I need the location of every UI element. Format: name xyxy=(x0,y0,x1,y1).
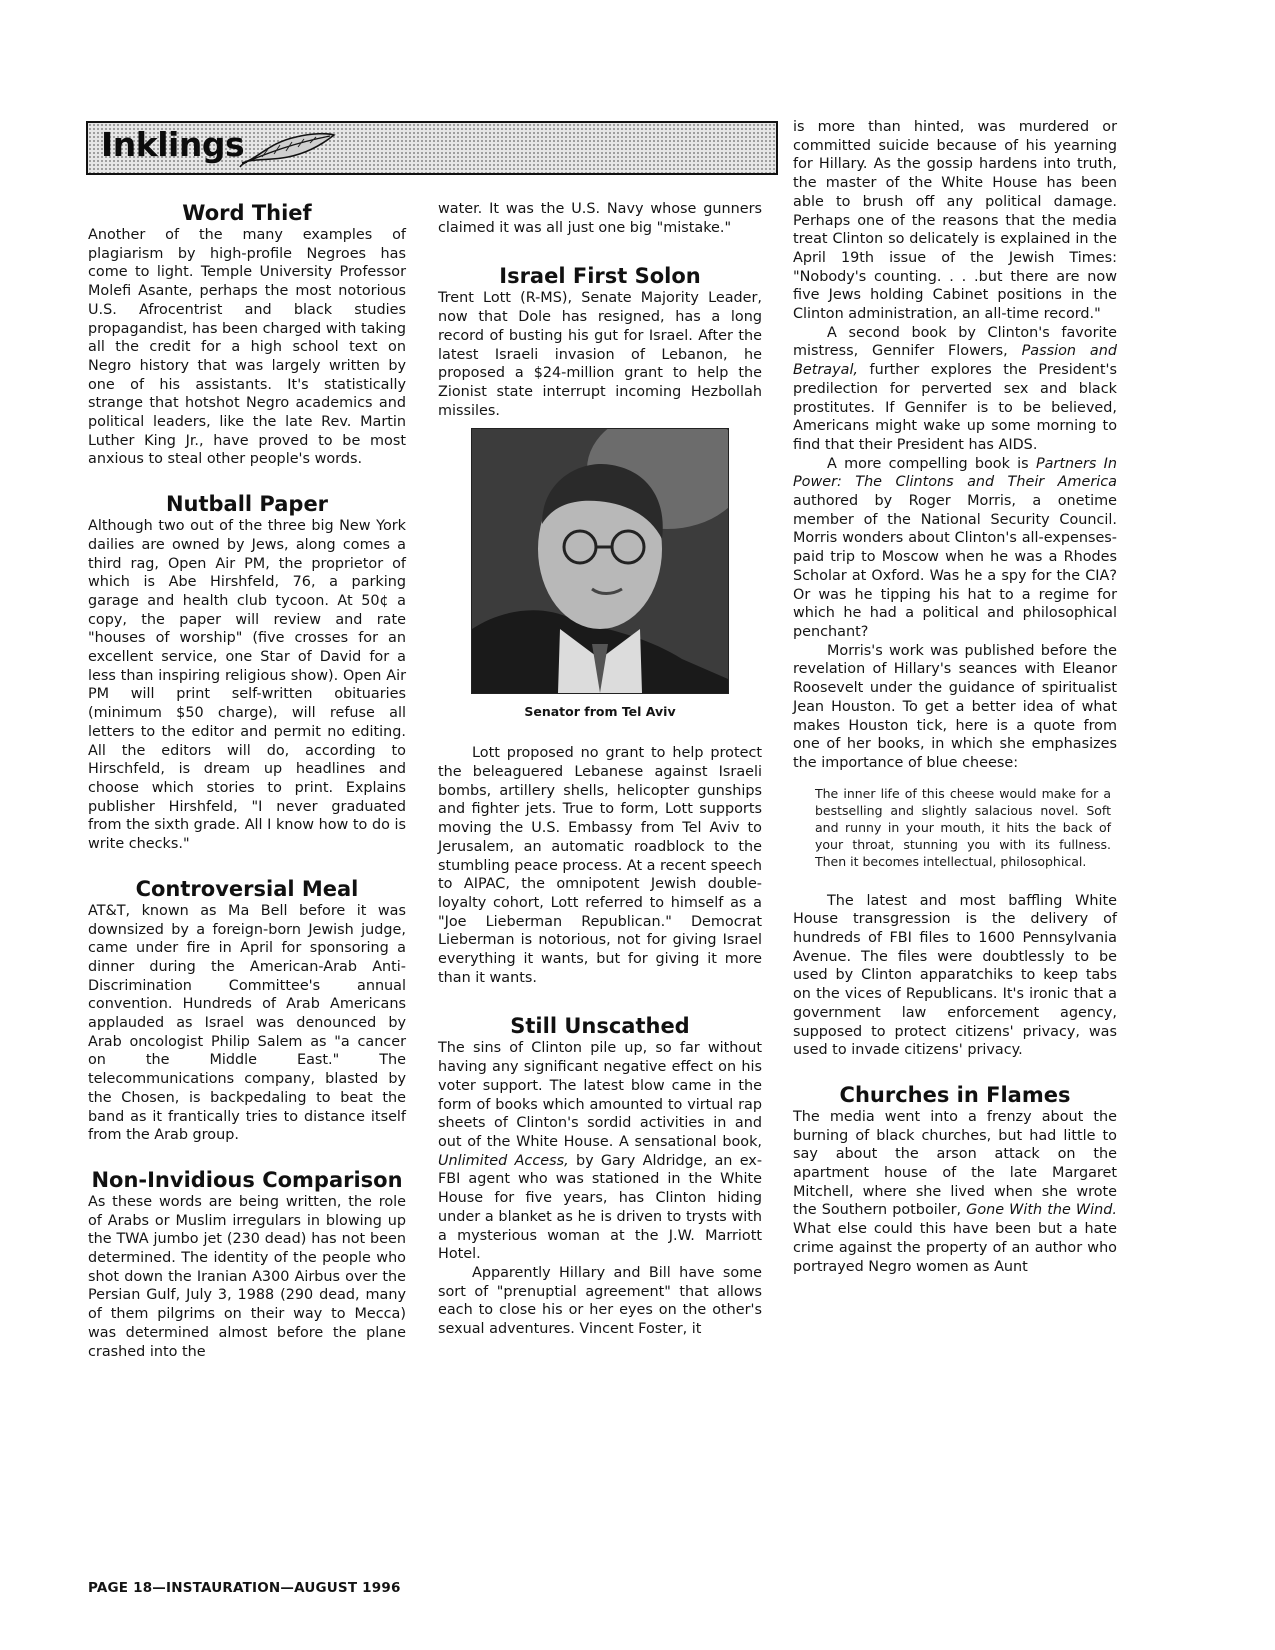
article-israel-first-solon-cont: Lott proposed no grant to help protect the beleaguered Lebanese against Israeli bombs, artillery shells, helicopter gunships and fighter jets. True to form, Lott supports moving the U.S. Embassy from Tel Aviv to Jerusalem, an automatic roadblock to the stumbling peace process. At a recent speech to AIPAC, the omnipotent Jewish double-loyalty cohort, Lott referred to himself as a "Joe Lieberman Republican." Democrat Lieberman is notorious, not for giving Israel everything it wants, but for giving it more than it wants. xyxy=(438,745,762,986)
portrait-photo xyxy=(471,428,729,694)
paragraph-morris: A more compelling book is Partners In Power: The Clintons and Their America authored by Roger Morris, a onetime member of the National Security Council. Morris wonders about Clinton's all-expenses-paid trip to Moscow when he was a Rhodes Scholar at Oxford. Was he a spy for the CIA? Or was he tipping his hat to a regime for which he had a political and philosophical penchant? xyxy=(793,455,1117,640)
block-quote: The inner life of this cheese would make for a bestselling and slightly salacious novel. Soft and runny in your mouth, it hits the back of your throat, stunning you with its fullness. Then it becomes intellectual, philosophical. xyxy=(815,785,1111,869)
heading-churches-in-flames: Churches in Flames xyxy=(839,1082,1071,1107)
paragraph-fbi-files: The latest and most baffling White House transgression is the delivery of hundreds of FBI files to 1600 Pennsylvania Avenue. The files were doubtlessly to be used by Clinton apparatchiks to keep tabs on the vices of Republicans. It's ironic that a government law enforcement agency, supposed to protect citizens' privacy, was used to invade citizens' privacy. xyxy=(793,892,1117,1059)
book-title-unlimited-access: Unlimited Access, xyxy=(438,1152,569,1169)
article-churches-in-flames: The media went into a frenzy about the burning of black churches, but had little to say about the arson attack on the apartment house of the late Margaret Mitchell, where she lived when she wrote the Southern potboiler, Gone With the Wind. What else could this have been but a hate crime against the property of an author who portrayed Negro women as Aunt xyxy=(793,1108,1117,1275)
book-title-gone-with-the-wind: Gone With the Wind. xyxy=(966,1202,1117,1219)
paragraph-houston: Morris's work was published before the revelation of Hillary's seances with Eleanor Roosevelt under the guidance of spiritualist Jean Houston. To get a better idea of what makes Houston tick, here is a quote from one of her books, in which she emphasizes the importance of blue cheese: xyxy=(793,642,1117,771)
article-israel-first-solon: Trent Lott (R-MS), Senate Majority Leader, now that Dole has resigned, has a long record of busting his gut for Israel. After the latest Israeli invasion of Lebanon, he proposed a $24-million grant to help the Zionist state interrupt incoming Hezbollah missiles. xyxy=(438,290,762,419)
portrait-illustration xyxy=(472,429,728,693)
continued-text: water. It was the U.S. Navy whose gunners claimed it was all just one big "mistake." xyxy=(438,201,762,236)
article-controversial-meal: AT&T, known as Ma Bell before it was downsized by a foreign-born Jewish judge, came under fire in April for sponsoring a dinner during the American-Arab Anti-Discrimination Committee's annual convention. Hundreds of Arab Americans applauded as Israel was denounced by Arab oncologist Philip Salem as "a cancer on the Middle East." The telecommunications company, blasted by the Chosen, is backpedaling to beat the band as it frantically tries to distance itself from the Arab group. xyxy=(88,902,406,1144)
column-3 xyxy=(793,118,1117,1276)
photo-caption: Senator from Tel Aviv xyxy=(524,704,676,720)
feather-icon xyxy=(238,129,338,169)
continued-text-col3: is more than hinted, was murdered or committed suicide because of his yearning for Hillary. As the gossip hardens into truth, the master of the White House has been able to brush off any political damage. Perhaps one of the reasons that the media treat Clinton so delicately is explained in the April 19th issue of the Jewish Times: "Nobody's counting. . . .but there are now five Jews holding Cabinet positions in the Clinton administration, an all-time record." xyxy=(793,119,1117,323)
page-footer: PAGE 18—INSTAURATION—AUGUST 1996 xyxy=(88,1580,401,1596)
book-title-passion-betrayal: Passion and Betrayal, xyxy=(793,343,1117,379)
heading-nutball-paper: Nutball Paper xyxy=(165,492,329,517)
article-nutball-paper: Although two out of the three big New York dailies are owned by Jews, along comes a third rag, Open Air PM, the proprietor of which is Abe Hirshfeld, 76, a parking garage and health club tycoon. At 50¢ a copy, the paper will review and rate "houses of worship" (five crosses for an excellent service, one Star of David for a less than inspiring religious show). Open Air PM will print self-written obituaries (minimum $50 charge), will refuse all letters to the editor and permit no editing. All the editors will do, according to Hirschfeld, is dream up headlines and choose which stories to print. Explains publisher Hirshfeld, "I never graduated from the sixth grade. All I know how to do is write checks." xyxy=(88,518,406,853)
section-banner xyxy=(86,121,778,175)
column-1 xyxy=(88,200,406,1361)
section-title: Inklings xyxy=(101,125,245,164)
paragraph-flowers: A second book by Clinton's favorite mistress, Gennifer Flowers, Passion and Betrayal, further explores the President's predilection for perverted sex and black prostitutes. If Gennifer is to be believed, Americans might wake up some morning to find that their President has AIDS. xyxy=(793,324,1117,453)
article-non-invidious-comparison: As these words are being written, the role of Arabs or Muslim irregulars in blowing up the TWA jumbo jet (230 dead) has not been determined. The identity of the people who shot down the Iranian A300 Airbus over the Persian Gulf, July 3, 1988 (290 dead, many of them pilgrims on their way to Mecca) was determined almost before the plane crashed into the xyxy=(88,1193,406,1360)
book-title-partners-in-power: Partners In Power: The Clintons and Their America xyxy=(793,455,1117,491)
article-still-unscathed-cont: Apparently Hillary and Bill have some sort of "prenuptial agreement" that allows each to close his or her eyes on the other's sexual adventures. Vincent Foster, it xyxy=(438,1264,762,1338)
heading-non-invidious-comparison: Non-Invidious Comparison xyxy=(91,1167,403,1192)
heading-israel-first-solon: Israel First Solon xyxy=(499,264,701,289)
heading-controversial-meal: Controversial Meal xyxy=(135,876,359,901)
heading-word-thief: Word Thief xyxy=(182,201,312,225)
article-still-unscathed: The sins of Clinton pile up, so far without having any significant negative effect on his voter support. The latest blow came in the form of books which amounted to virtual rap sheets of Clinton's sordid activities in and out of the White House. A sensational book, Unlimited Access, by Gary Aldridge, an ex-FBI agent who was stationed in the White House for five years, has Clinton hiding under a blanket as he is driven to trysts with a mysterious woman at the J.W. Marriott Hotel. xyxy=(438,1040,763,1263)
heading-still-unscathed: Still Unscathed xyxy=(510,1014,690,1039)
column-2 xyxy=(438,200,762,1339)
article-word-thief: Another of the many examples of plagiarism by high-profile Negroes has come to light. Temple University Professor Molefi Asante, perhaps the most notorious U.S. Afrocentrist and black studies propagandist, has been charged with taking all the credit for a high school text on Negro history that was largely written by one of his assistants. It's statistically strange that hotshot Negro academics and political leaders, like the late Rev. Martin Luther King Jr., have proved to be most anxious to steal other people's words. xyxy=(88,227,406,468)
